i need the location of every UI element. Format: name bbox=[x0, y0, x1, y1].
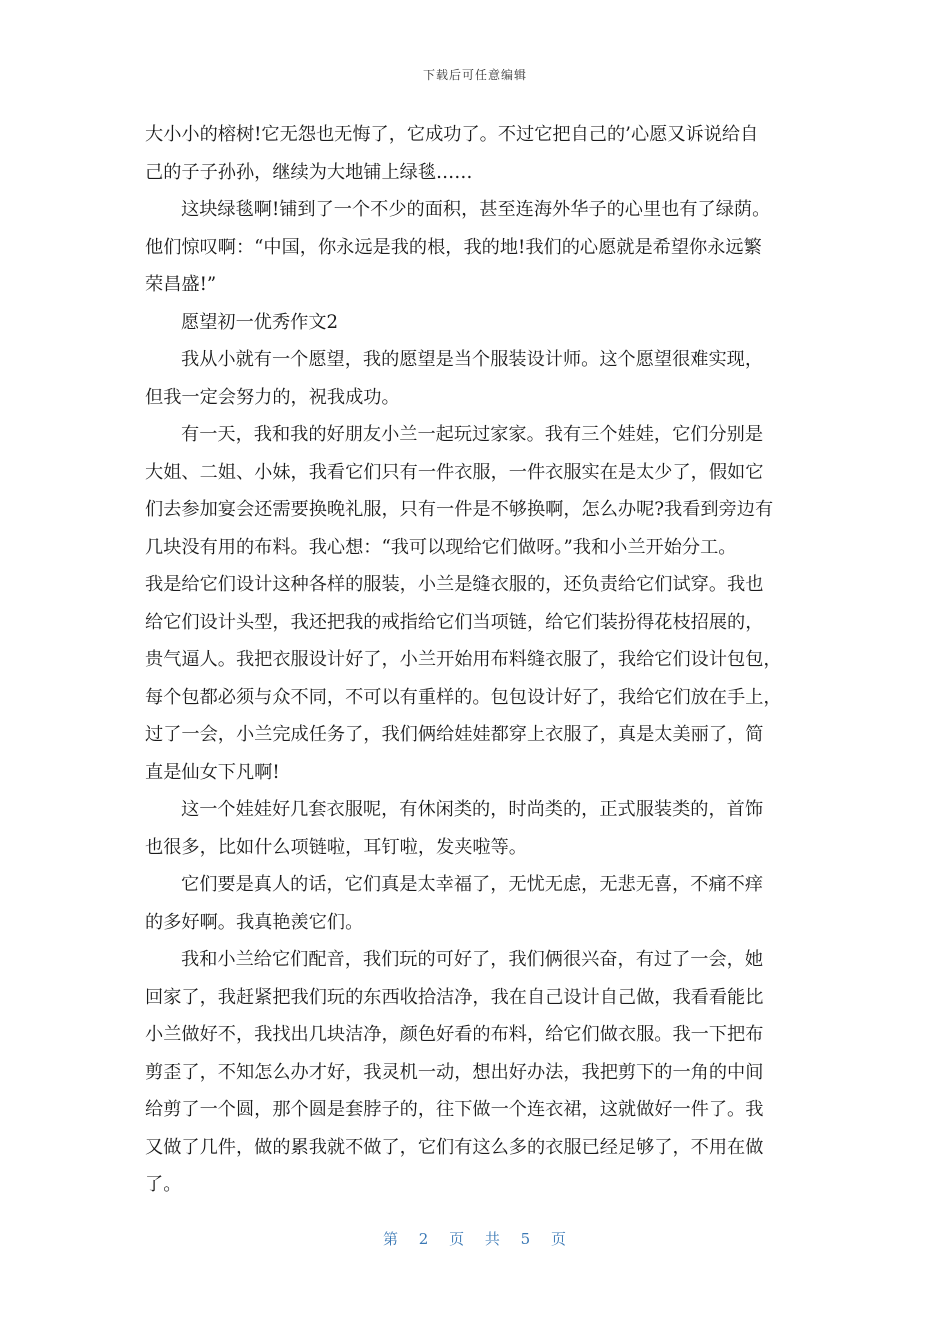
text-line: 我是给它们设计这种各样的服装，小兰是缝衣服的，还负责给它们试穿。我也 bbox=[145, 574, 764, 595]
text-line: 也很多，比如什么项链啦，耳钉啦，发夹啦等。 bbox=[145, 836, 527, 858]
text-line: 己的子子孙孙，继续为大地铺上绿毯…… bbox=[145, 161, 473, 183]
text-line: 荣昌盛!” bbox=[145, 274, 217, 295]
text-line: 有一天，我和我的好朋友小兰一起玩过家家。我有三个娃娃，它们分别是 bbox=[181, 424, 764, 445]
text-line: 我从小就有一个愿望，我的愿望是当个服装设计师。这个愿望很难实现， bbox=[181, 349, 764, 370]
text-line: 给它们设计头型，我还把我的戒指给它们当项链，给它们装扮得花枝招展的， bbox=[145, 611, 764, 633]
text-line: 小兰做好不，我找出几块洁净，颜色好看的布料，给它们做衣服。我一下把布 bbox=[145, 1024, 764, 1045]
text-line: 直是仙女下凡啊! bbox=[145, 761, 280, 783]
page-footer: 第 2 页 共 5 页 bbox=[383, 1230, 567, 1248]
text-line: 这一个娃娃好几套衣服呢，有休闲类的，时尚类的，正式服装类的，首饰 bbox=[181, 799, 764, 820]
text-line: 给剪了一个圆，那个圆是套脖子的，往下做一个连衣裙，这就做好一件了。我 bbox=[145, 1099, 764, 1120]
text-line: 几块没有用的布料。我心想：“我可以现给它们做呀。”我和小兰开始分工。 bbox=[145, 536, 737, 558]
page-header: 下载后可任意编辑 bbox=[422, 68, 527, 82]
text-line: 的多好啊。我真艳羡它们。 bbox=[145, 911, 364, 933]
text-line: 们去参加宴会还需要换晚礼服，只有一件是不够换啊，怎么办呢?我看到旁边有 bbox=[145, 499, 774, 520]
text-line: 每个包都必须与众不同，不可以有重样的。包包设计好了，我给它们放在手上， bbox=[145, 686, 782, 708]
document-body bbox=[145, 116, 809, 1204]
text-line: 这块绿毯啊!铺到了一个不少的面积，甚至连海外华子的心里也有了绿荫。 bbox=[181, 199, 771, 220]
text-line: 贵气逼人。我把衣服设计好了，小兰开始用布料缝衣服了，我给它们设计包包， bbox=[145, 649, 782, 670]
text-line: 大姐、二姐、小妹，我看它们只有一件衣服，一件衣服实在是太少了，假如它 bbox=[145, 461, 764, 483]
text-line: 了。 bbox=[145, 1174, 182, 1195]
text-line: 我和小兰给它们配音，我们玩的可好了，我们俩很兴奋，有过了一会，她 bbox=[181, 949, 764, 970]
text-line: 剪歪了，不知怎么办才好，我灵机一动，想出好办法，我把剪下的一角的中间 bbox=[145, 1061, 764, 1083]
text-line: 愿望初一优秀作文2 bbox=[181, 311, 339, 333]
text-line: 他们惊叹啊：“中国，你永远是我的根，我的地!我们的心愿就是希望你永远繁 bbox=[145, 236, 762, 258]
text-line: 它们要是真人的话，它们真是太幸福了，无忧无虑，无悲无喜，不痛不痒 bbox=[181, 874, 764, 895]
text-line: 过了一会，小兰完成任务了，我们俩给娃娃都穿上衣服了，真是太美丽了，简 bbox=[145, 724, 764, 745]
text-line: 但我一定会努力的，祝我成功。 bbox=[145, 386, 400, 408]
text-line: 又做了几件，做的累我就不做了，它们有这么多的衣服已经足够了，不用在做 bbox=[145, 1136, 764, 1158]
text-line: 大小小的榕树!它无怨也无悔了，它成功了。不过它把自己的’心愿又诉说给自 bbox=[145, 124, 759, 145]
text-line: 回家了，我赶紧把我们玩的东西收拾洁净，我在自己设计自己做，我看看能比 bbox=[145, 986, 764, 1008]
